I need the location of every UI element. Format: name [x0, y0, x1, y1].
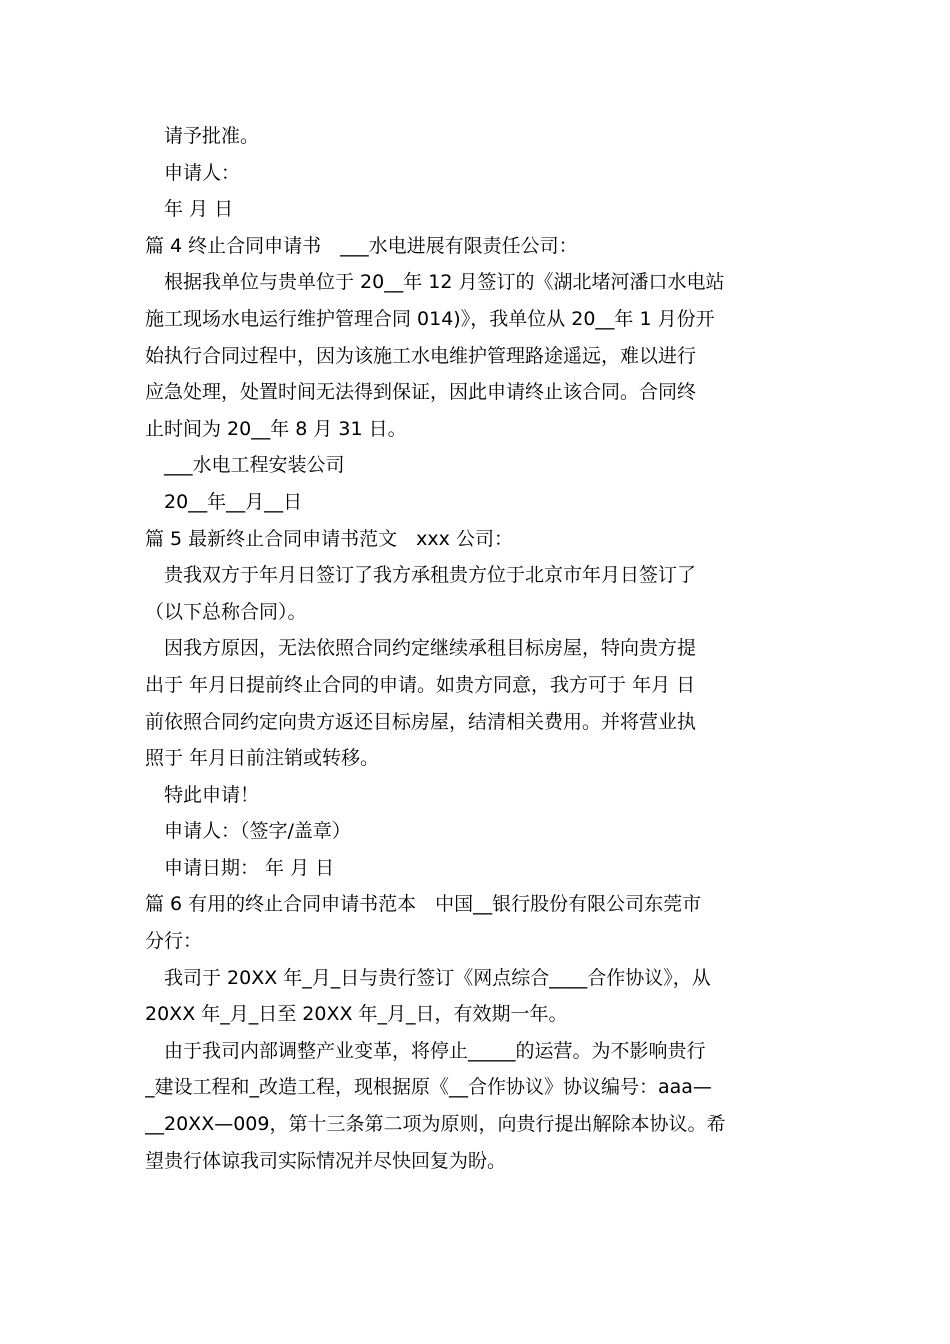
text-line: 望贵行体谅我司实际情况并尽快回复为盼。	[145, 1149, 507, 1172]
text-line: 分行：	[145, 930, 203, 953]
section-heading: 篇 5 最新终止合同申请书范文 xxx 公司：	[145, 527, 513, 550]
text-line: 申请人：（签字/盖章）	[164, 820, 351, 843]
text-line: 申请日期： 年 月 日	[164, 856, 335, 879]
text-line: 申请人：	[164, 161, 241, 184]
text-line: 请予批准。	[164, 125, 260, 147]
text-line: 前依照合同约定向贵方返还目标房屋，结清相关费用。并将营业执	[145, 710, 697, 733]
text-line: ___水电工程安装公司	[164, 454, 345, 477]
text-line: 20XX 年_月_日至 20XX 年_月_日，有效期一年。	[145, 1003, 568, 1026]
text-line: 贵我双方于年月日签订了我方承租贵方位于北京市年月日签订了	[164, 564, 697, 587]
section-heading: 篇 6 有用的终止合同申请书范本 中国__银行股份有限公司东莞市	[145, 893, 702, 916]
text-line: _建设工程和_改造工程，现根据原《__合作协议》协议编号：aaa—	[145, 1076, 712, 1099]
text-line: 始执行合同过程中，因为该施工水电维护管理路途遥远，难以进行	[145, 344, 697, 367]
text-line: （以下总称合同）。	[145, 600, 307, 623]
text-line: 我司于 20XX 年_月_日与贵行签订《网点综合____合作协议》，从	[164, 966, 711, 989]
text-line: 年 月 日	[164, 198, 234, 221]
text-line: 止时间为 20__年 8 月 31 日。	[145, 417, 407, 440]
text-line: 应急处理，处置时间无法得到保证，因此申请终止该合同。合同终	[145, 381, 697, 404]
document-body	[145, 118, 807, 1179]
text-line: 出于 年月日提前终止合同的申请。如贵方同意，我方可于 年月 日	[145, 673, 696, 696]
text-line: 施工现场水电运行维护管理合同 014)》，我单位从 20__年 1 月份开	[145, 307, 715, 330]
text-line: 因我方原因，无法依照合同约定继续承租目标房屋，特向贵方提	[164, 637, 697, 660]
section-heading: 篇 4 终止合同申请书 ___水电进展有限责任公司：	[145, 234, 578, 257]
text-line: __20XX—009，第十三条第二项为原则，向贵行提出解除本协议。希	[145, 1113, 726, 1136]
text-line: 照于 年月日前注销或转移。	[145, 747, 380, 770]
text-line: 20__年__月__日	[164, 490, 303, 513]
text-line: 特此申请！	[164, 783, 260, 806]
text-line: 根据我单位与贵单位于 20__年 12 月签订的《湖北堵河潘口水电站	[164, 271, 725, 294]
text-line: 由于我司内部调整产业变革，将停止_____的运营。为不影响贵行	[164, 1039, 706, 1062]
